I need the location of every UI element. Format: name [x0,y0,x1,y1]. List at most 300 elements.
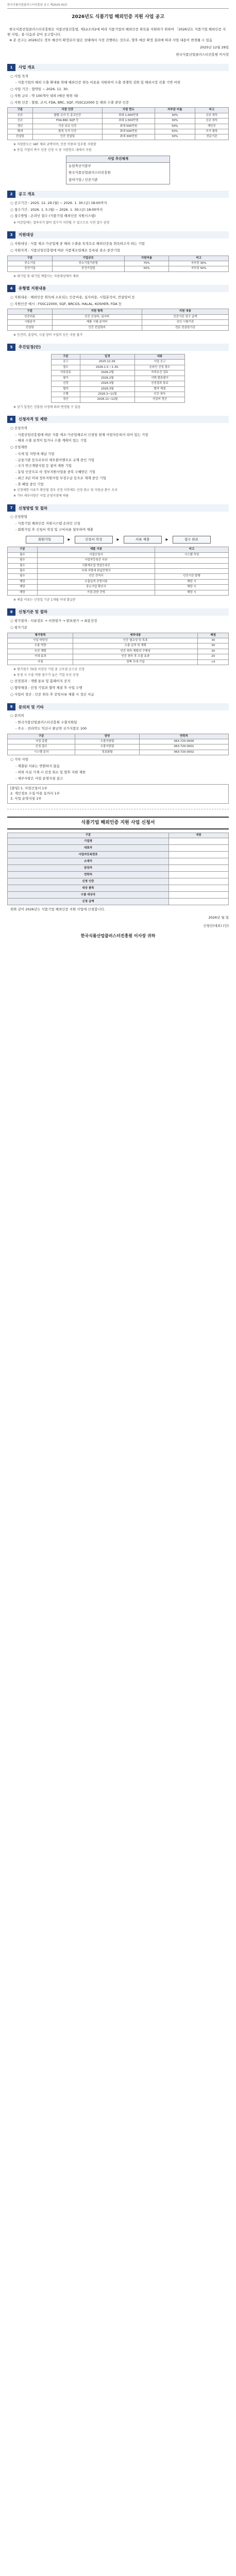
table-row [8,649,229,654]
table-cell: 시스템 작성 [155,552,228,557]
table-row [52,386,185,392]
table-cell: 필수 [8,563,38,568]
section-title: 공고 개요 [19,192,35,197]
table-row [8,590,229,595]
table-cell: 수출 실적 및 계획 [73,643,198,649]
table-cell: 70% [124,261,169,266]
form-label: 기업명 [8,838,169,845]
table-cell: +5 [198,659,229,665]
form-field[interactable] [169,885,229,892]
section-title: 추진일정(안) [19,345,41,350]
table-header: 구분 [52,354,80,359]
table-cell: 자격요건 검토 [134,370,184,376]
form-row [8,838,229,845]
table-header: 구분 [8,309,53,314]
form-row [8,885,229,892]
table-cell: 인증 취득 계획의 구체성 [73,649,198,654]
table-row [8,266,229,272]
table-cell: FDA·BRC·SQF 등 [32,118,102,124]
form-row [8,878,229,885]
table-header: 연락처 [139,734,228,739]
list-item: ○ 지원 규모 : 약 100개사 내외 (예산 범위 내) [10,93,78,98]
table-header: 배점 [198,633,229,638]
table-row [8,585,229,590]
table-header: 구분 [8,547,38,552]
note: ※ 신청제한 사유가 확인될 경우 선정 이후에도 선정 취소 및 지원금 환수 조치 [13,488,117,493]
table-row [8,638,229,643]
table-cell: 수출실적 증빙서류 [37,579,155,584]
list-item: ○ 지원인증 예시 : FSSC22000, SQF, BRCGS, HALAL, KOSHER, FDA 등 [10,301,122,306]
table-row [8,750,229,755]
table-row [52,360,185,365]
table-cell: 갱신 [8,124,33,129]
section-number: 6 [7,416,15,423]
table-cell: 063-720-0001 [139,744,228,750]
documents-table [7,547,229,596]
table-cell: 30% [155,113,195,118]
list-item: - 식품기업의 해외 수출 확대를 위해 해외인증 취득 비용을 지원하여 수출 경쟁력 강화 및 해외시장 진출 기반 마련 [15,80,181,85]
table-cell: 50% [124,266,169,272]
table-cell: 서면·발표평가 [134,376,184,381]
section-header [7,344,229,351]
table-cell: 063-720-0002 [139,750,228,755]
table-cell: 최대 500만원 [102,129,155,134]
table-row [8,744,229,750]
section-header [7,416,229,423]
table-cell: 사업 공고 [134,360,184,365]
table-cell [155,568,228,573]
form-label: 대상 품목 [8,885,169,892]
form-field[interactable] [169,858,229,865]
table-cell: 인증 컨설팅비 [52,325,142,330]
table-cell: 식품제조업 영업등록증 [37,563,155,568]
form-row [8,872,229,878]
list-item: ○ 사업비 정산 : 인증 취득 후 증빙서류 제출 시 정산 지급 [10,692,94,697]
intro-block [7,27,229,58]
table-row [8,314,229,319]
table-row [8,129,229,134]
note: ※ 동점 시 수출 역량 점수가 높은 기업 우선 선정 [13,673,79,677]
note: ※ 마감일에는 접속자가 많아 접수가 지연될 수 있으므로 사전 접수 권장 [13,221,110,225]
system-box [66,156,170,184]
list-item: - 식품기업 해외인증 지원시스템 온라인 신청 [15,521,80,526]
table-row [52,370,185,376]
table-cell: 평가 [52,376,80,381]
table-row [8,579,229,584]
table-row [8,558,229,563]
section-number: 4 [7,285,15,292]
table-cell [155,563,228,568]
table-cell: 컨설팅 [8,325,53,330]
form-field[interactable] [169,845,229,852]
table-cell: 정책 우대 기업 [73,659,198,665]
list-item: - 회원가입 후 신청서 작성 및 구비서류 첨부하여 제출 [15,527,93,532]
table-cell: 신규 취득 [195,118,228,124]
form-row [8,865,229,872]
org-name: 한국식품산업클러스터진흥원 이사장 [176,52,229,57]
form-field[interactable] [169,892,229,899]
table-cell: 중견기업 [8,266,53,272]
section-title: 사업 개요 [19,64,35,70]
form-field[interactable] [169,852,229,858]
section-header [7,703,229,710]
note: ※ 동일 기업이 복수 인증 신청 시 총 지원한도 내에서 지원 [13,148,92,152]
table-row [8,118,229,124]
list-item: - 세부사항은 사업 운영지침 참고 [15,776,63,781]
table-cell: 시험분석 [8,320,53,325]
table-cell: 최대 1,000만원 [102,113,155,118]
form-label: 신청 인증 [8,878,169,885]
table-header: 구분 [8,256,53,261]
list-item: - 식품산업진흥법에 따른 식품 제조·가공업체로서 신청일 현재 사업자등록이 되어 있는 기업 [15,432,148,437]
table-header: 세부내용 [73,633,198,638]
list-item: ○ 접수기간 : 2026. 1. 5.(월) ~ 2026. 1. 30.(금) 18:00까지 [10,207,103,212]
table-cell: 정산 [52,397,80,402]
table-cell: 인증비용 [8,314,53,319]
table-header: 지원 한도 [102,108,155,113]
note: ※ 인건비, 출장비, 시설·장비 구입비 등은 지원 불가 [13,333,83,337]
table-cell: 할랄·코셔 등 종교인증 [32,113,102,118]
section-number: 3 [7,231,15,239]
form-field[interactable] [169,899,229,905]
table-cell: 사업 총괄 [8,739,75,744]
table-cell: 50% [155,124,195,129]
table-header: 구분 [8,833,169,838]
table-cell: 30% [155,134,195,140]
list-item: ○ 신청제한 [10,445,27,450]
list-item: ○ 지원내용 : 해외인증 취득에 소요되는 인증비용, 심사비용, 시험분석비, 컨설팅비 등 [10,295,135,299]
table-cell: 2026.2월 [80,376,134,381]
list-item: - 휴·폐업 중인 기업 [15,482,44,486]
form-row [8,845,229,852]
table-cell: 필수 [8,574,38,579]
table-cell: 인증 취득 후 수출 효과 [73,654,198,659]
table-row [8,320,229,325]
table-cell: 신규 [8,118,33,124]
table-cell: 사업 타당성 [8,638,73,643]
list-item: - 최근 3년 이내 정부지원사업 부정수급 등으로 제재 중인 기업 [15,476,106,480]
form-row [8,899,229,905]
form-field[interactable] [169,872,229,878]
intro-paragraph: 한국식품산업클러스터진흥원은 식품산업진흥법, 제12조의2에 따라 식품기업의 해외인증 취득을 지원하기 위하여 「2026년도 식품기업 해외인증 지원 사업」을 다음과 같이 공고합니다. [7,27,226,37]
table-cell: 가점 [8,659,73,665]
table-row [8,261,229,266]
table-row [52,365,185,370]
table-cell: 온라인 신청 접수 [134,365,184,370]
list-item: ○ 지원자격 : 식품산업진흥법에 따른 식품제조업체로 등록된 중소·중견기업 [10,248,120,252]
evaluation-table [7,633,229,666]
table-cell: 필수 [8,552,38,557]
section-7 [7,504,229,602]
table-cell: 30% [155,118,195,124]
table-cell: 최대 500만원 [102,124,155,129]
table-row [8,552,229,557]
attachment-list [7,784,229,803]
form-field[interactable] [169,878,229,885]
table-header: 기업규모 [52,256,124,261]
table-cell: 전문 컨설팅기관 [142,325,228,330]
list-item: - 허위 사실 기재 시 선정 취소 및 향후 지원 제한 [15,770,86,774]
table-header: 지원비율 [124,256,169,261]
list-item: ○ 평가절차 : 서류검토 → 서면평가 → 발표평가 → 최종선정 [10,619,97,623]
table-cell: 선정 [52,381,80,386]
table-cell: 해당 [8,579,38,584]
form-label: 신청 금액 [8,899,169,905]
form-label: 소재지 [8,858,169,865]
note: ※ 대기업 및 대기업 계열사는 지원대상에서 제외 [13,274,79,278]
arrow-right-icon: ▶ [68,537,71,541]
section-5 [7,344,229,410]
table-cell: 인증 신청비, 심사비 [52,314,142,319]
section-header [7,285,229,292]
form-title: 식품기업 해외인증 지원 사업 신청서 [7,817,229,830]
list-item: - 해외 수출 실적이 있거나 수출 계획이 있는 기업 [15,438,87,443]
section-6 [7,416,229,499]
section-8 [7,608,229,697]
table-cell: 서류검토 [52,370,80,376]
list-item: - 국세 및 지방세 체납 기업 [15,451,55,456]
list-item: - 금융기관 등으로부터 채무불이행으로 규제 중인 기업 [15,457,94,462]
table-cell: 해당 시 [155,590,228,595]
form-row [8,858,229,865]
form-date: 2026년 월 일 [208,916,229,920]
form-row [8,892,229,899]
form-label: 사업자등록번호 [8,852,169,858]
flow-step: 서류 제출 [124,536,162,544]
table-cell: 필수 [8,568,38,573]
note: ※ 지원한도는 VAT 제외 금액이며, 인증 비용의 일부를 지원함 [13,142,96,146]
table-cell: 인증기관 발행 [155,574,228,579]
table-row [8,568,229,573]
attachment-item: 2. 개인정보 수집·이용 동의서 1부 [10,791,60,796]
table-header: 구분 [8,734,75,739]
section-9 [7,703,229,803]
table-header: 일정 [80,354,134,359]
table-header: 내용 [134,354,184,359]
table-row [8,124,229,129]
table-cell: 인증 견적서 [37,574,155,579]
attachment-item: 3. 사업 운영지침 1부 [10,796,42,801]
list-item: ○ 문의처 [10,714,24,718]
table-cell: 공고 [52,360,80,365]
table-cell: 2026.1.5.~1.30. [80,365,134,370]
document-title: 2026년도 식품기업 해외인증 지원 사업 공고 [72,14,164,20]
table-row [52,381,185,386]
table-header: 평가항목 [8,633,73,638]
form-label: 담당자 [8,865,169,872]
table-cell: 해당 [8,590,38,595]
table-header: 구분 [8,108,33,113]
table-header: 비고 [195,108,228,113]
list-item: - 제출된 서류는 반환하지 않음 [15,764,60,769]
section-title: 지원대상 [19,232,33,238]
section-title: 신청자격 및 제한 [19,417,47,422]
section-2 [7,191,229,225]
table-cell: 2026.3월 [80,386,134,392]
form-label: 대표자 [8,845,169,852]
table-row [8,643,229,649]
section-1 [7,64,229,184]
table-cell: 정보화팀 [75,750,139,755]
table-cell: 필수 [8,558,38,563]
section-title: 문의처 및 기타 [19,704,44,709]
table-cell: 해당 시 [155,579,228,584]
section-title: 유형별 지원내용 [19,286,46,291]
flow-step: 회원가입 [26,536,64,544]
support-content-table [7,309,229,331]
table-cell: 추가 품목 [195,129,228,134]
table-cell: 2026.2월 [80,370,134,376]
document-page [7,0,229,944]
table-cell: 제품 시험·분석비 [52,320,142,325]
intro-note: ※ 본 공고는 2026년도 정부 예산이 확정되지 않은 상태에서 사전 진행하는 것으로, 향후 예산 확정 결과에 따라 사업 내용이 변경될 수 있음 [9,38,212,43]
form-field[interactable] [169,865,229,872]
table-cell: 수출지원팀 [75,744,139,750]
list-item: ○ 신청방법 [10,515,27,519]
section-3 [7,231,229,279]
table-cell: 협약 [52,386,80,392]
form-field[interactable] [169,838,229,845]
section-number: 1 [7,64,15,71]
table-cell: 사업비 정산 [134,397,184,402]
arrow-right-icon: ▶ [165,537,168,541]
table-cell: 최대 300만원 [102,134,155,140]
table-cell: 중소기업기본법 [52,261,124,266]
system-box-item: 한국식품산업클러스터진흥원 [69,171,111,175]
table-row [8,134,229,140]
table-cell: 신청·접수 [8,744,75,750]
table-cell: 인증 필요성 및 목표 [73,638,198,643]
table-cell: 품목 추가 인증 [32,129,102,134]
list-item: - 동일 인증으로 타 정부지원사업을 중복 수혜받은 기업 [15,470,95,474]
table-cell: 접수 [52,365,80,370]
table-cell: 해당 시 [155,585,228,590]
table-cell: 인증 취득 [134,392,184,397]
form-label: 연락처 [8,872,169,878]
list-item: ○ 신청자격 [10,426,27,430]
table-cell: 30 [198,643,229,649]
table-header: 지원 내용 [142,309,228,314]
table-cell: 중견기업법 [52,266,124,272]
table-cell: 50% [155,129,195,134]
table-row [52,376,185,381]
note: ※ 평가점수 70점 이상인 기업 중 고득점 순으로 선정 [13,668,85,672]
section-title: 신청기준 및 절차 [19,609,47,615]
section-header [7,504,229,512]
table-row [8,659,229,665]
table-header: 비고 [169,256,229,261]
list-item: ○ 사업 기간 : 협약일 ~ 2026. 11. 30. [10,87,69,91]
table-row [8,574,229,579]
section-number: 2 [7,191,15,198]
table-header: 지원 항목 [52,309,142,314]
table-cell: 20 [198,654,229,659]
list-item: ○ 사업 목적 [10,74,28,78]
application-form [7,817,229,939]
contact-table [7,734,229,756]
table-cell: 2026.11~12월 [80,397,134,402]
system-box-title: 사업 추진체계 [66,156,170,163]
table-cell: 선정결과 통보 [134,381,184,386]
table-cell: 인증 컨설팅 [32,134,102,140]
table-header: 제출 서류 [37,547,155,552]
table-header: 자부담 비율 [155,108,195,113]
section-title: 신청방법 및 절차 [19,505,47,511]
list-item: ○ 지원대상 : 식품 제조·가공업체 중 해외 수출을 목적으로 해외인증을 취득하고자 하는 기업 [10,242,145,246]
list-item: ○ 평가기준 [10,625,27,630]
table-row [52,392,185,397]
support-table [7,107,229,140]
eligibility-table [7,256,229,272]
list-item: ○ 기타 사항 [10,757,28,762]
system-box-item: 농림축산식품부 [69,163,91,168]
table-cell: 자부담 50% [169,266,229,272]
table-cell: 063-720-0000 [139,739,228,744]
list-item: - 주소 : 전라북도 익산시 왕궁면 국가식품로 100 [15,726,87,731]
announce-date: 2025년 12월 29일 [199,45,229,49]
form-signer: 신청인(대표) (인) [203,923,229,928]
table-cell: 가점 관련 증빙 [37,590,155,595]
table-cell: 공인 시험기관 [142,320,228,325]
flow-step: 신청서 작성 [75,536,113,544]
section-number: 7 [7,504,15,512]
table-row [8,325,229,330]
form-row [8,852,229,858]
section-number: 8 [7,608,15,616]
application-flow [7,536,229,544]
table-cell: 재인증 [195,124,228,129]
table-cell: 시스템 문의 [8,750,75,755]
form-statement: 위와 같이 2026년도 식품기업 해외인증 지원 사업에 신청합니다. [10,907,105,912]
list-item: ○ 선정결과 : 개별 통보 및 홈페이지 공지 [10,679,71,684]
arrow-right-icon: ▶ [116,537,120,541]
table-cell: 전문기관 [195,134,228,140]
table-cell: 수출지원팀 [75,739,139,744]
table-cell: 협약 체결 [134,386,184,392]
table-header: 지원 인증 [32,108,102,113]
section-header [7,608,229,616]
note: ※ 상기 일정은 진흥원 사정에 따라 변경될 수 있음 [13,405,81,409]
table-cell: 사업신청서 [37,552,155,557]
list-item: ○ 접수방법 : 온라인 접수 (식품기업 해외인증 지원시스템) [10,214,96,218]
table-cell: 컨설팅 [8,134,33,140]
table-cell: 자부담 30% [169,261,229,266]
table-cell: 수출 역량 [8,643,73,649]
table-row [8,654,229,659]
list-item: - 한국식품산업클러스터진흥원 수출지원팀 [15,720,77,725]
form-label: 수출 대상국 [8,892,169,899]
section-number: 5 [7,344,15,351]
form-recipient: 한국식품산업클러스터진흥원 이사장 귀하 [80,933,156,938]
table-row [8,113,229,118]
table-row [8,739,229,744]
section-header [7,64,229,71]
table-cell: 30 [198,638,229,643]
table-cell: 추진 계획 [8,649,73,654]
note: ※ 기타 세부사항은 사업 운영지침에 따름 [13,494,69,498]
table-cell: 해당 [8,585,38,590]
table-cell: 국세·지방세 완납증명서 [37,568,155,573]
note: ※ 제출 서류는 신청일 기준 1개월 이내 발급분 [13,598,76,602]
table-cell: 수행 [52,392,80,397]
section-header [7,231,229,239]
table-cell: 2025.12.29. [80,360,134,365]
section-number: 9 [7,703,15,710]
section-header [7,191,229,198]
table-cell: 확대 [8,129,33,134]
attachment-item: [붙임] 1. 사업신청서 1부 [10,786,47,791]
table-cell: 2026.3월 [80,381,134,386]
